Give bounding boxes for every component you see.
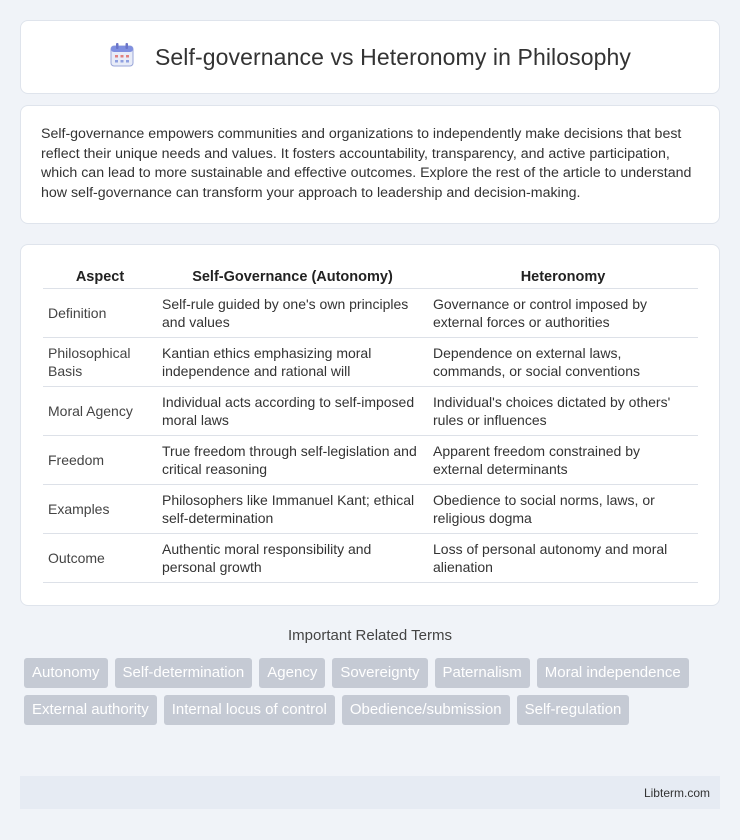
footer-site-link[interactable]: Libterm.com xyxy=(643,785,710,800)
term-tag[interactable]: Moral independence xyxy=(537,658,689,688)
row-self-governance: True freedom through self-legislation and critical reasoning xyxy=(157,435,428,484)
row-aspect: Freedom xyxy=(43,435,157,484)
comparison-table-card xyxy=(20,244,720,606)
row-aspect: Moral Agency xyxy=(43,386,157,435)
term-tag[interactable]: External authority xyxy=(24,695,157,725)
row-heteronomy: Dependence on external laws, commands, or social conventions xyxy=(428,337,698,386)
table-row xyxy=(43,484,698,533)
table-row xyxy=(43,386,698,435)
row-aspect: Philosophical Basis xyxy=(43,337,157,386)
calendar-icon xyxy=(109,42,135,73)
row-self-governance: Authentic moral responsibility and personal growth xyxy=(157,533,428,582)
term-tag[interactable]: Self-determination xyxy=(115,658,253,688)
row-aspect: Definition xyxy=(43,288,157,337)
header-heteronomy: Heteronomy xyxy=(428,265,698,288)
row-self-governance: Kantian ethics emphasizing moral independence and rational will xyxy=(157,337,428,386)
comparison-table xyxy=(43,265,698,583)
related-terms-list xyxy=(24,658,724,725)
row-aspect: Outcome xyxy=(43,533,157,582)
table-row xyxy=(43,533,698,582)
row-heteronomy: Obedience to social norms, laws, or religious dogma xyxy=(428,484,698,533)
row-self-governance: Self-rule guided by one's own principles and values xyxy=(157,288,428,337)
row-self-governance: Individual acts according to self-imposed moral laws xyxy=(157,386,428,435)
table-row xyxy=(43,435,698,484)
intro-card xyxy=(20,105,720,224)
row-heteronomy: Loss of personal autonomy and moral alienation xyxy=(428,533,698,582)
row-aspect: Examples xyxy=(43,484,157,533)
header-self-governance: Self-Governance (Autonomy) xyxy=(157,265,428,288)
term-tag[interactable]: Agency xyxy=(259,658,325,688)
row-heteronomy: Apparent freedom constrained by external determinants xyxy=(428,435,698,484)
term-tag[interactable]: Self-regulation xyxy=(517,695,630,725)
term-tag[interactable]: Sovereignty xyxy=(332,658,427,688)
page-title: Self-governance vs Heteronomy in Philosophy xyxy=(154,43,632,70)
table-row xyxy=(43,288,698,337)
header-card xyxy=(20,20,720,94)
row-self-governance: Philosophers like Immanuel Kant; ethical self-determination xyxy=(157,484,428,533)
footer xyxy=(20,776,720,809)
term-tag[interactable]: Paternalism xyxy=(435,658,530,688)
header-aspect: Aspect xyxy=(43,265,157,288)
row-heteronomy: Governance or control imposed by external forces or authorities xyxy=(428,288,698,337)
term-tag[interactable]: Autonomy xyxy=(24,658,108,688)
term-tag[interactable]: Internal locus of control xyxy=(164,695,335,725)
table-header-row xyxy=(43,265,698,288)
related-terms-title: Important Related Terms xyxy=(288,627,452,644)
row-heteronomy: Individual's choices dictated by others' rules or influences xyxy=(428,386,698,435)
table-row xyxy=(43,337,698,386)
term-tag[interactable]: Obedience/submission xyxy=(342,695,510,725)
intro-text: Self-governance empowers communities and organizations to independently make decisions that best reflect their unique needs and values. It fosters accountability, transparency, and active participation, which can lead to more sustainable and effective outcomes. Explore the rest of the article to understand how self-governance can transform your approach to leadership and decision-making. xyxy=(41,126,692,201)
